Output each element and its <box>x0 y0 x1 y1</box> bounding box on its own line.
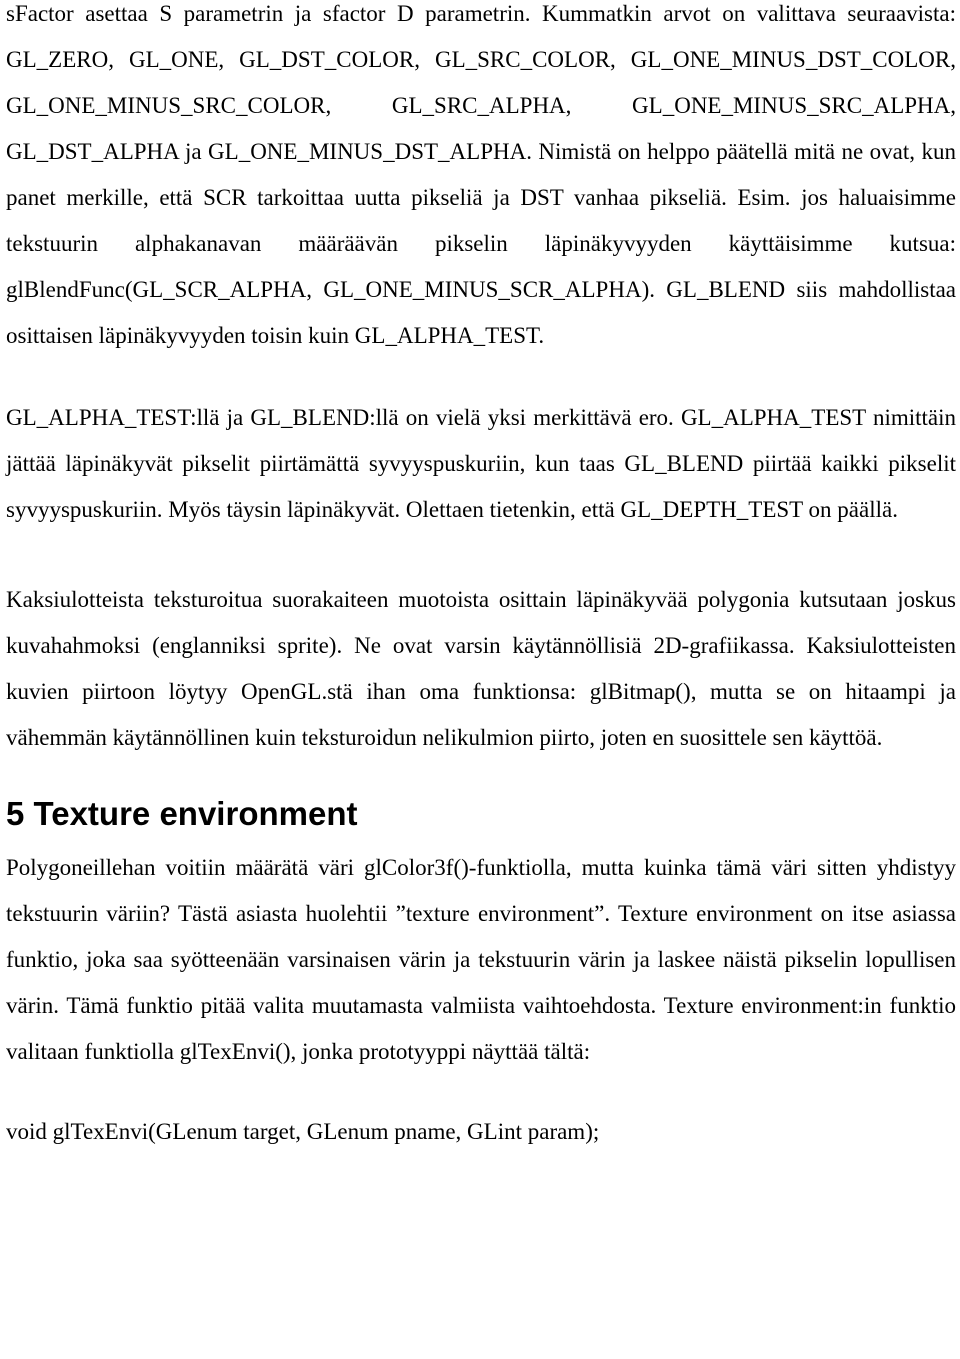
function-prototype: void glTexEnvi(GLenum target, GLenum pname, GLint param); <box>6 1119 600 1144</box>
section-heading: 5 Texture environment <box>6 795 358 832</box>
paragraph-texture-environment: Polygoneillehan voitiin määrätä väri glColor3f()-funktiolla, mutta kuinka tämä väri sitten yhdistyy tekstuurin väriin? Tästä asiasta huolehtii ”texture environment”. Texture environment on itse asiassa funktio, joka saa syötteenään varsinaisen värin ja tekstuurin värin ja laskee näistä pikselin lopullisen värin. Tämä funktio pitää valita muutamasta valmiista vaihtoehdosta. Texture environment:in funktio valitaan funktiolla glTexEnvi(), jonka prototyyppi näyttää tältä: <box>6 855 956 1064</box>
paragraph-alpha-test-difference: GL_ALPHA_TEST:llä ja GL_BLEND:llä on vielä yksi merkittävä ero. GL_ALPHA_TEST nimittäin jättää läpinäkyvät pikselit piirtämättä syvyyspuskuriin, kun taas GL_BLEND piirtää kaikki pikselit syvyyspuskuriin. Myös täysin läpinäkyvät. Olettaen tietenkin, että GL_DEPTH_TEST on päällä. <box>6 405 956 522</box>
paragraph-blend-factors: sFactor asettaa S parametrin ja sfactor D parametrin. Kummatkin arvot on valittava seuraavista: GL_ZERO, GL_ONE, GL_DST_COLOR, GL_SRC_COLOR, GL_ONE_MINUS_DST_COLOR, GL_ONE_MINUS_SRC_COLOR, GL_SRC_ALPHA, GL_ONE_MINUS_SRC_ALPHA, GL_DST_ALPHA ja GL_ONE_MINUS_DST_ALPHA. Nimistä on helppo päätellä mitä ne ovat, kun panet merkille, että SCR tarkoittaa uutta pikseliä ja DST vanhaa pikseliä. Esim. jos haluaisimme tekstuurin alphakanavan määräävän pikselin läpinäkyvyyden käyttäisimme kutsua: glBlendFunc(GL_SCR_ALPHA, GL_ONE_MINUS_SCR_ALPHA). GL_BLEND siis mahdollistaa osittaisen läpinäkyvyyden toisin kuin GL_ALPHA_TEST. <box>6 1 956 348</box>
paragraph-sprites: Kaksiulotteista teksturoitua suorakaiteen muotoista osittain läpinäkyvää polygonia kutsutaan joskus kuvahahmoksi (englanniksi sprite). Ne ovat varsin käytännöllisiä 2D-grafiikassa. Kaksiulotteisten kuvien piirtoon löytyy OpenGL.stä ihan oma funktionsa: glBitmap(), mutta se on hitaampi ja vähemmän käytännöllinen kuin teksturoidun nelikulmion piirto, joten en suosittele sen käyttöä. <box>6 587 956 750</box>
document-page <box>6 0 956 1155</box>
